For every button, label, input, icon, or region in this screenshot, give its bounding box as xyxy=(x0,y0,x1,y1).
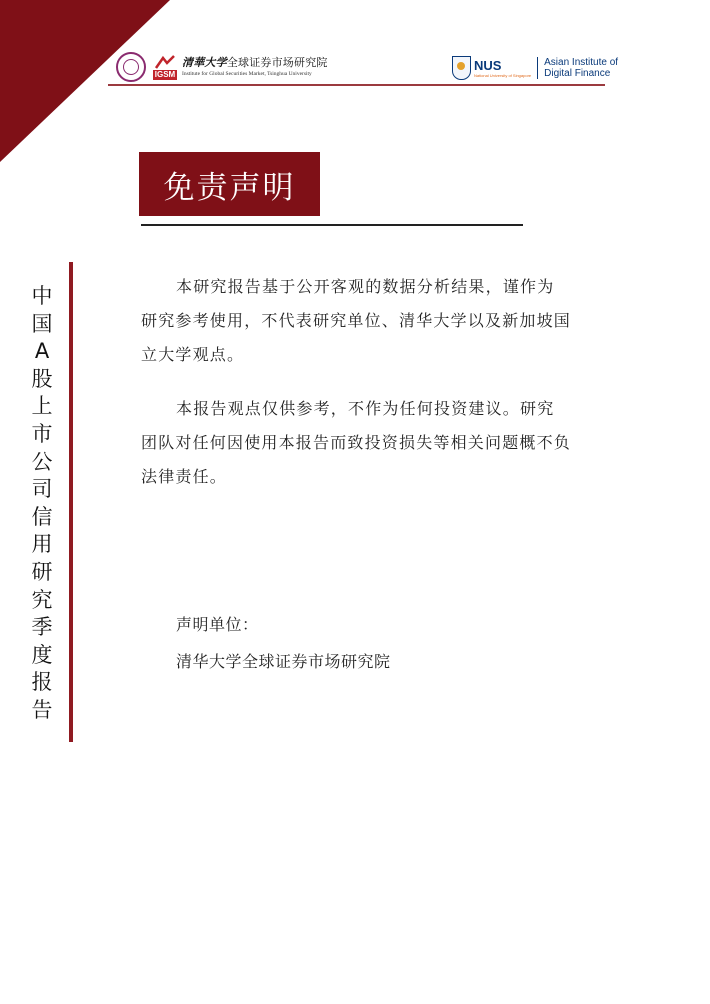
declaration-label: 声明单位： xyxy=(176,615,259,634)
nus-aidf-logo xyxy=(452,55,618,81)
nus-wordmark: NUS xyxy=(474,57,502,73)
aidf-line-2: Digital Finance xyxy=(544,68,611,79)
header-rule xyxy=(108,84,605,86)
tsinghua-igsm-logo xyxy=(116,52,328,82)
igsm-logo-icon xyxy=(152,55,178,80)
nus-subtitle: National University of Singapore xyxy=(474,72,532,78)
igsm-badge-text: IGSM xyxy=(154,69,176,79)
page-title: 免责声明 xyxy=(163,169,296,206)
disclaimer-paragraph-1: 本研究报告基于公开客观的数据分析结果，谨作为研究参考使用，不代表研究单位、清华大学以及新加坡国立大学观点。 xyxy=(141,277,572,364)
title-underline xyxy=(141,224,523,226)
sidebar-accent-bar xyxy=(69,262,73,742)
institute-name-cn: 清華大学全球证券市场研究院 xyxy=(182,56,328,69)
logo-divider xyxy=(537,57,538,79)
tsinghua-seal-icon xyxy=(116,52,146,82)
report-series-title: 中国A股上市公司信用研究季度报告 xyxy=(31,284,53,722)
title-banner xyxy=(139,152,320,216)
institute-name-en: Institute for Global Securities Market, Tsinghua University xyxy=(182,71,312,77)
disclaimer-paragraph-2: 本报告观点仅供参考，不作为任何投资建议。研究团队对任何因使用本报告而致投资损失等相关问题概不负法律责任。 xyxy=(141,399,572,486)
aidf-line-1: Asian Institute of xyxy=(544,57,619,68)
nus-crest-icon xyxy=(452,56,471,80)
declaration-organization: 清华大学全球证券市场研究院 xyxy=(176,652,391,671)
